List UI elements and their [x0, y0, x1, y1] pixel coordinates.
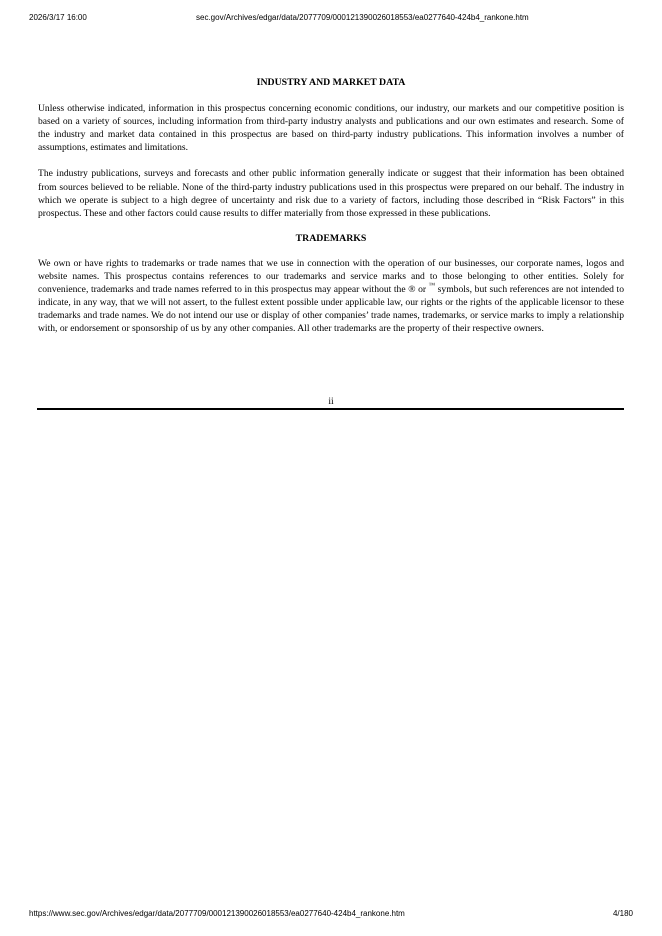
trademark-symbol: ™ — [428, 282, 436, 290]
print-footer — [0, 909, 662, 921]
print-header — [0, 13, 662, 25]
document-body — [38, 76, 624, 336]
print-page-count: 4/180 — [612, 909, 633, 918]
trademarks-text-part-2: symbols, but such references are not intended to indicate, in any way, that we will not assert, to the fullest extent possible under applicable law, our rights or the rights of the applicable licensor to these trademarks and trade names. We do not intend our use or display of other companies’ trade names, trademarks, or service marks to imply a relationship with, or endorsement or sponsorship of us by any other companies. All other trademarks are the property of their respective owners. — [38, 284, 624, 335]
print-footer-url: https://www.sec.gov/Archives/edgar/data/2077709/000121390026018553/ea0277640-424b4_rankone.htm — [29, 909, 405, 918]
print-header-url: sec.gov/Archives/edgar/data/2077709/000121390026018553/ea0277640-424b4_rankone.htm — [196, 13, 529, 22]
trademarks-text-part-1: We own or have rights to trademarks or trade names that we use in connection with the operation of our businesses, our corporate names, logos and website names. This prospectus contains references to our trademarks and service marks and to those belonging to other entities. Solely for convenience, trademarks and trade names referred to in this prospectus may appear without the ® or — [38, 257, 624, 296]
page-divider — [37, 408, 624, 410]
industry-paragraph-1: Unless otherwise indicated, information in this prospectus concerning economic conditions, our industry, our markets and our competitive position is based on a variety of sources, including information from third-party industry analysts and publications and our own estimates and research. Some of the industry and market data contained in this prospectus are based on third-party industry publications. This information involves a number of assumptions, estimates and limitations. — [38, 103, 624, 154]
industry-heading: INDUSTRY AND MARKET DATA — [256, 77, 406, 88]
trademarks-paragraph — [38, 257, 624, 336]
page-number: ii — [328, 396, 334, 407]
industry-paragraph-2: The industry publications, surveys and forecasts and other public information generally indicate or suggest that their information has been obtained from sources believed to be reliable. None of the third-party industry publications used in this prospectus were prepared on our behalf. The industry in which we operate is subject to a high degree of uncertainty and risk due to a variety of factors, including those described in “Risk Factors” in this prospectus. These and other factors could cause results to differ materially from those expressed in these publications. — [38, 168, 624, 219]
trademarks-heading: TRADEMARKS — [295, 232, 367, 244]
print-datetime: 2026/3/17 16:00 — [29, 13, 87, 22]
